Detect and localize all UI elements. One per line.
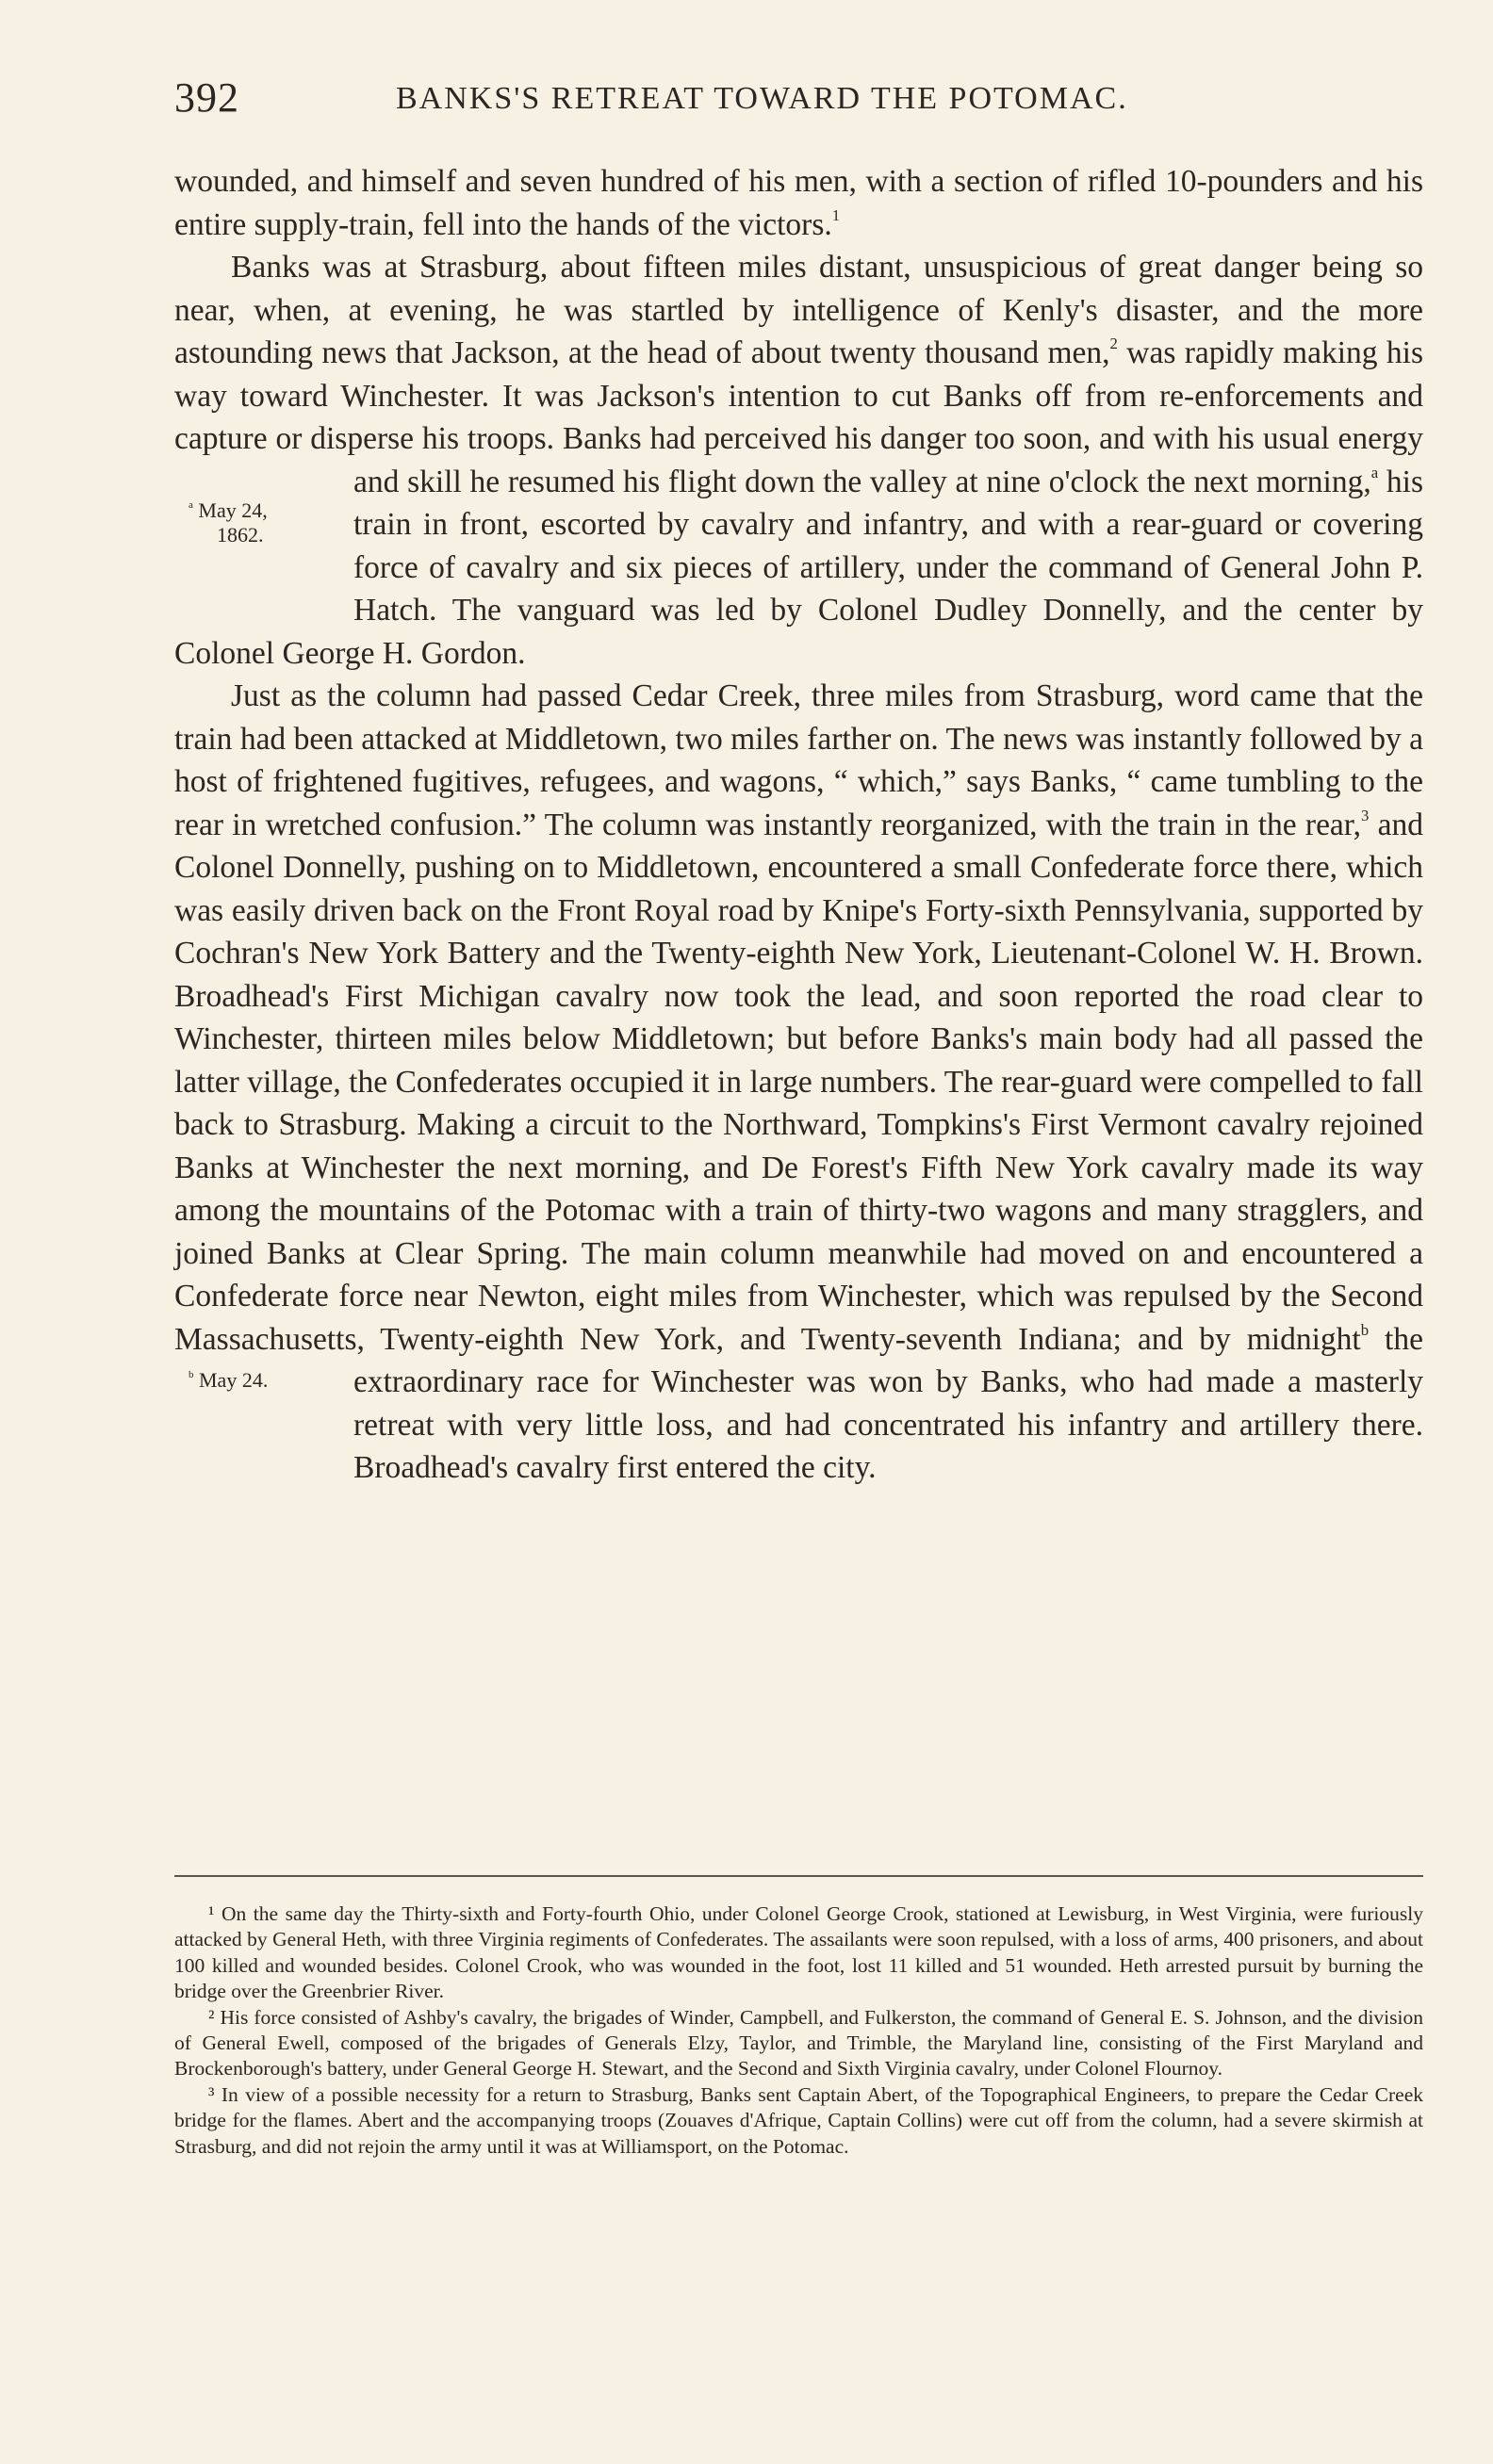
paragraph-text: the extraordinary race for Winchester was won by Banks, who had made a masterly retreat with very little loss, and had concentrated his infantry and artillery there. Broadhead's cavalry first entered the city.	[353, 1321, 1423, 1485]
footnote-ref-3: 3	[1361, 806, 1370, 824]
margin-note-a	[132, 498, 320, 547]
footnote-1: ¹ On the same day the Thirty-sixth and Forty-fourth Ohio, under Colonel George Crook, stationed at Lewisburg, in West Virginia, were furiously attacked by General Heth, with three Virginia regiments of Confederates. The assailants were soon repulsed, with a loss of arms, 400 prisoners, and about 100 killed and wounded besides. Colonel Crook, who was wounded in the foot, lost 11 killed and 51 wounded. Heth arrested pursuit by burning the bridge over the Greenbrier River.	[174, 1902, 1423, 2003]
footnote-ref-1: 1	[831, 205, 841, 224]
paragraph-text: and Colonel Donnelly, pushing on to Middletown, encountered a small Confederate force there, which was easily driven back on the Front Royal road by Knipe's Forty-sixth Pennsylvania, supported by Cochran's New York Battery and the Twenty-eighth New York, Lieutenant-Colonel W. H. Brown. Broadhead's First Michigan cavalry now took the lead, and soon reported the road clear to Winchester, thirteen miles below Middletown; but before Banks's main body had all passed the latter village, the Confederates occupied it in large numbers. The rear-guard were compelled to fall back to Strasburg. Making a circuit to the Northward, Tompkins's First Vermont cavalry rejoined Banks at Winchester the next morning, and De Forest's Fifth New York cavalry made its way among the mountains of the Potomac with a train of thirty-two wagons and many stragglers, and joined Banks at Clear Spring. The main column meanwhile had moved on and encountered a Confederate force near Newton, eight miles from Winchester, which was repulsed by the Second Massachusetts, Twenty-eighth New York, and Twenty-seventh Indiana; and by midnight	[174, 807, 1423, 1357]
footnotes	[174, 1901, 1423, 2160]
margin-ref-b: b	[1360, 1320, 1370, 1339]
paragraph-text: his train in front, escorted by cavalry and infantry, and with a rear-guard or covering force of cavalry and six pieces of artillery, under the command of General John P. Hatch. The vanguard was led by Colonel Dudley Donnelly, and the center by Colonel George H. Gordon.	[174, 464, 1423, 671]
paragraph-2	[174, 246, 1423, 675]
margin-note-year: 1862.	[217, 522, 264, 547]
margin-note-date: May 24.	[199, 1368, 269, 1392]
paragraph-text: wounded, and himself and seven hundred of his men, with a section of rifled 10-pounders and his entire supply-train, fell into the hands of the victors.	[174, 164, 1423, 242]
margin-ref-a: a	[1370, 463, 1379, 481]
footnote-ref-2: 2	[1109, 334, 1118, 352]
margin-note-slot-a	[174, 461, 353, 591]
footnote-3: ³ In view of a possible necessity for a return to Strasburg, Banks sent Captain Abert, of the Topographical Engineers, to prepare the Cedar Creek bridge for the flames. Abert and the accompanying troops (Zouaves d'Afrique, Captain Collins) were cut off from the column, had a severe skirmish at Strasburg, and did not rejoin the army until it was at Williamsport, on the Potomac.	[174, 2082, 1423, 2158]
paragraph-text: was rapidly making his way toward Winchester. It was Jackson's intention to cut Banks off from re-enforcements and capture or disperse his troops. Banks had perceived his danger too soon, and with his usual energy and skill he resumed his flight down the valley at nine o'clock the next morning,	[174, 335, 1423, 499]
footnote-divider	[174, 1875, 1423, 1877]
paragraph-text: Just as the column had passed Cedar Creek, three miles from Strasburg, word came that the train had been attacked at Middletown, two miles farther on. The news was instantly followed by a host of frightened fugitives, refugees, and wagons, “ which,” says Banks, “ came tumbling to the rear in wretched confusion.” The column was instantly reorganized, with the train in the rear,	[174, 678, 1423, 842]
margin-note-date: May 24,	[198, 498, 268, 522]
footnote-2: ² His force consisted of Ashby's cavalry, the brigades of Winder, Campbell, and Fulkerston, the command of General E. S. Johnson, and the division of General Ewell, composed of the brigades of Generals Elzy, Taylor, and Trimble, the Maryland line, consisting of the First Maryland and Brockenborough's battery, under General George H. Stewart, and the Second and Sixth Virginia cavalry, under Colonel Flournoy.	[174, 2005, 1423, 2081]
margin-note-marker: a	[189, 498, 193, 511]
paragraph-1	[174, 160, 1423, 246]
margin-note-marker: b	[189, 1369, 194, 1381]
running-head: BANKS'S RETREAT TOWARD THE POTOMAC.	[396, 81, 1128, 116]
page-number: 392	[174, 74, 239, 121]
main-text	[174, 160, 1423, 1490]
paragraph-3	[174, 675, 1423, 1490]
margin-note-b	[132, 1368, 320, 1393]
margin-note-slot-b	[174, 1361, 353, 1447]
paragraph-text: Banks was at Strasburg, about fifteen miles distant, unsuspicious of great danger being so near, when, at evening, he was startled by intelligence of Kenly's disaster, and the more astounding news that Jackson, at the head of about twenty thousand men,	[174, 250, 1423, 370]
page-header	[174, 73, 1423, 130]
